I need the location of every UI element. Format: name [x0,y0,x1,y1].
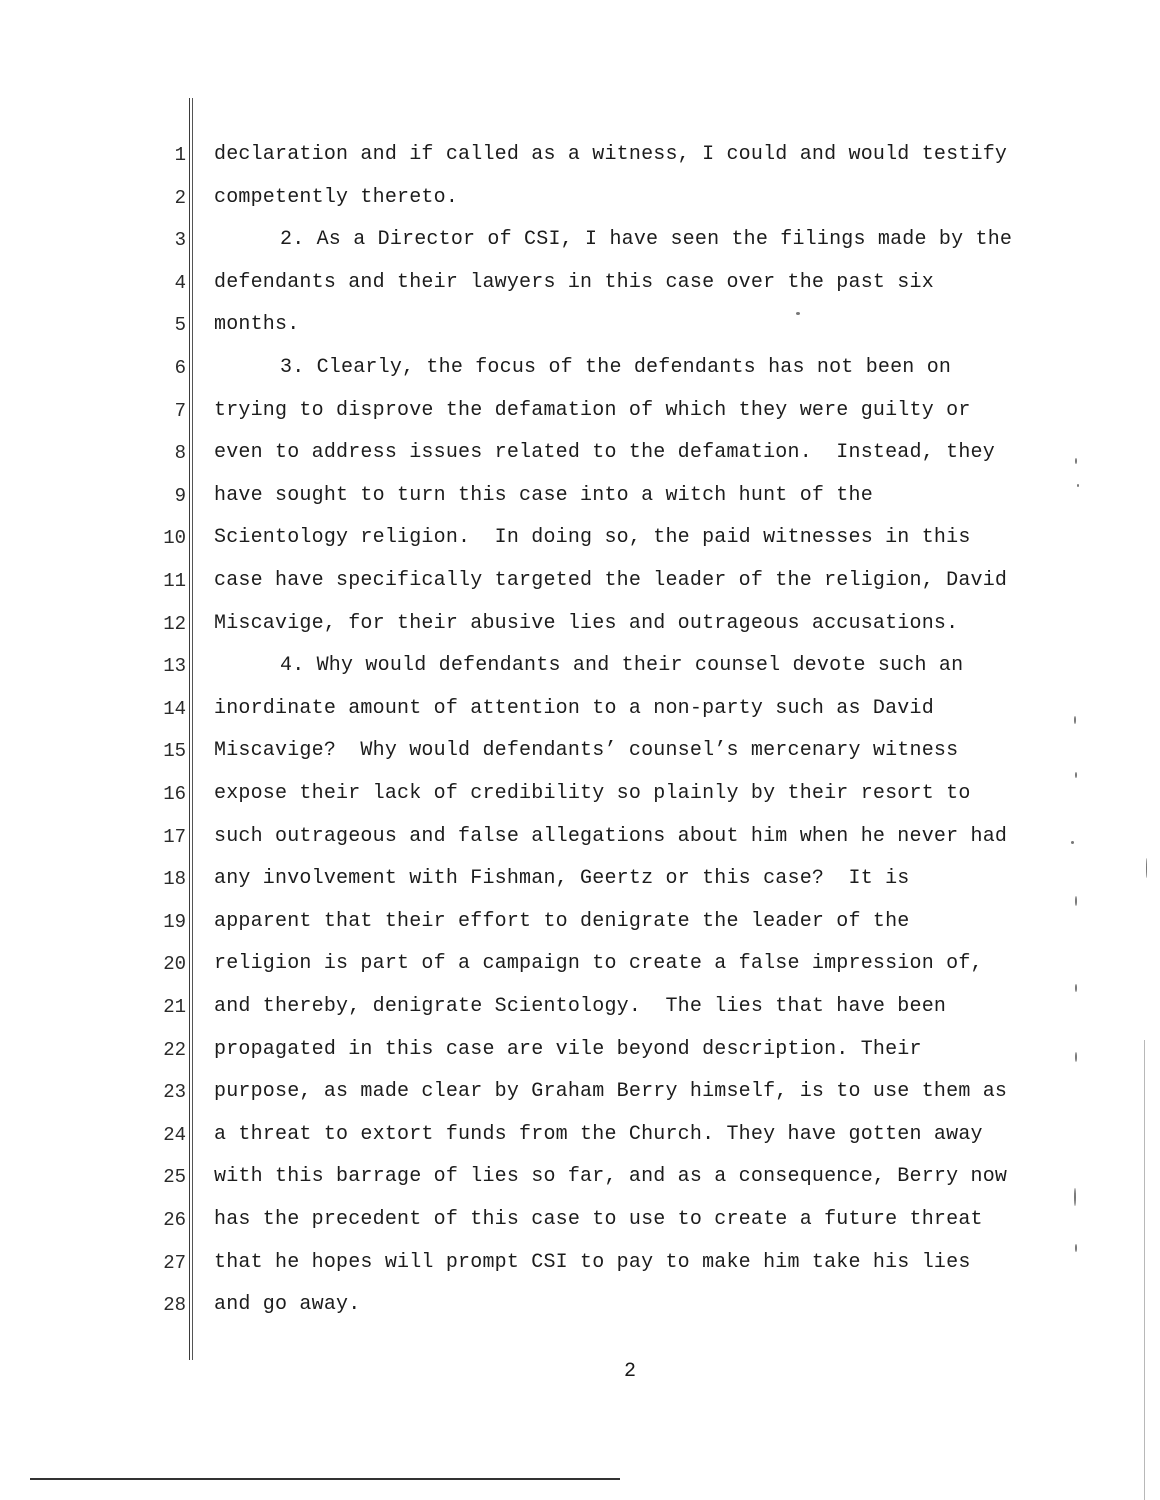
body-text-line: months. [214,313,300,336]
line-number: 19 [163,911,186,933]
line-number: 1 [174,144,186,166]
body-text-line: Scientology religion. In doing so, the paid witnesses in this [214,526,971,549]
line-number: 23 [163,1081,186,1103]
scan-speck [1074,1188,1076,1206]
line-number: 28 [163,1294,186,1316]
scan-speck [1075,1052,1077,1062]
scan-speck [1075,984,1077,992]
scan-speck [1071,841,1074,844]
scan-speck [1075,458,1077,464]
body-text-line: with this barrage of lies so far, and as a consequence, Berry now [214,1165,1008,1188]
body-text-line: apparent that their effort to denigrate the leader of the [214,910,910,933]
body-text-line: a threat to extort funds from the Church. They have gotten away [214,1123,983,1146]
line-number: 18 [163,868,186,890]
scan-speck [1075,896,1077,906]
body-text-line: 2. As a Director of CSI, I have seen the filings made by the [280,228,1013,251]
line-number: 27 [163,1252,186,1274]
line-number: 2 [174,187,186,209]
body-text-line: and go away. [214,1293,361,1316]
line-number: 16 [163,783,186,805]
body-text-line: defendants and their lawyers in this case over the past six [214,271,934,294]
line-number: 3 [174,229,186,251]
body-text-line: propagated in this case are vile beyond description. Their [214,1038,922,1061]
left-margin-rule [189,98,190,1360]
body-text-line: trying to disprove the defamation of which they were guilty or [214,399,971,422]
body-text-line: such outrageous and false allegations about him when he never had [214,825,1008,848]
line-number: 4 [174,272,186,294]
scan-speck [1075,772,1077,778]
line-number: 22 [163,1039,186,1061]
body-text-line: has the precedent of this case to use to create a future threat [214,1208,983,1231]
line-number: 10 [163,527,186,549]
bottom-footer-rule [30,1478,620,1480]
line-number: 7 [174,400,186,422]
line-number: 25 [163,1166,186,1188]
line-number: 11 [163,570,186,592]
body-text-line: expose their lack of credibility so plainly by their resort to [214,782,971,805]
body-text-line: religion is part of a campaign to create a false impression of, [214,952,983,975]
body-text-line: even to address issues related to the defamation. Instead, they [214,441,995,464]
page-number: 2 [623,1360,636,1383]
line-number: 5 [174,314,186,336]
body-text-line: Miscavige? Why would defendants’ counsel’s mercenary witness [214,739,959,762]
body-text-line: that he hopes will prompt CSI to pay to make him take his lies [214,1251,971,1274]
line-number: 8 [174,442,186,464]
line-number: 12 [163,613,186,635]
line-number: 20 [163,953,186,975]
body-text-line: 4. Why would defendants and their counsel devote such an [280,654,964,677]
body-text-line: declaration and if called as a witness, I could and would testify [214,143,1008,166]
body-text-line: case have specifically targeted the leader of the religion, David [214,569,1008,592]
line-number: 15 [163,740,186,762]
line-number: 13 [163,655,186,677]
line-number: 26 [163,1209,186,1231]
scan-speck [796,312,800,315]
line-number: 21 [163,996,186,1018]
scan-speck [1075,1244,1077,1252]
line-number: 14 [163,698,186,720]
body-text-line: purpose, as made clear by Graham Berry himself, is to use them as [214,1080,1008,1103]
line-number: 9 [174,485,186,507]
right-margin-rule [1144,1040,1145,1500]
scan-speck [1074,716,1076,724]
left-margin-rule-inner [192,98,193,1360]
scan-speck [1077,484,1079,487]
body-text-line: and thereby, denigrate Scientology. The lies that have been [214,995,947,1018]
scan-speck [1146,858,1147,878]
body-text-line: have sought to turn this case into a witch hunt of the [214,484,873,507]
line-number: 6 [174,357,186,379]
body-text-line: any involvement with Fishman, Geertz or this case? It is [214,867,910,890]
body-text-line: inordinate amount of attention to a non-party such as David [214,697,934,720]
body-text-line: competently thereto. [214,186,459,209]
body-text-line: Miscavige, for their abusive lies and outrageous accusations. [214,612,959,635]
body-text-line: 3. Clearly, the focus of the defendants has not been on [280,356,952,379]
line-number: 24 [163,1124,186,1146]
line-number: 17 [163,826,186,848]
